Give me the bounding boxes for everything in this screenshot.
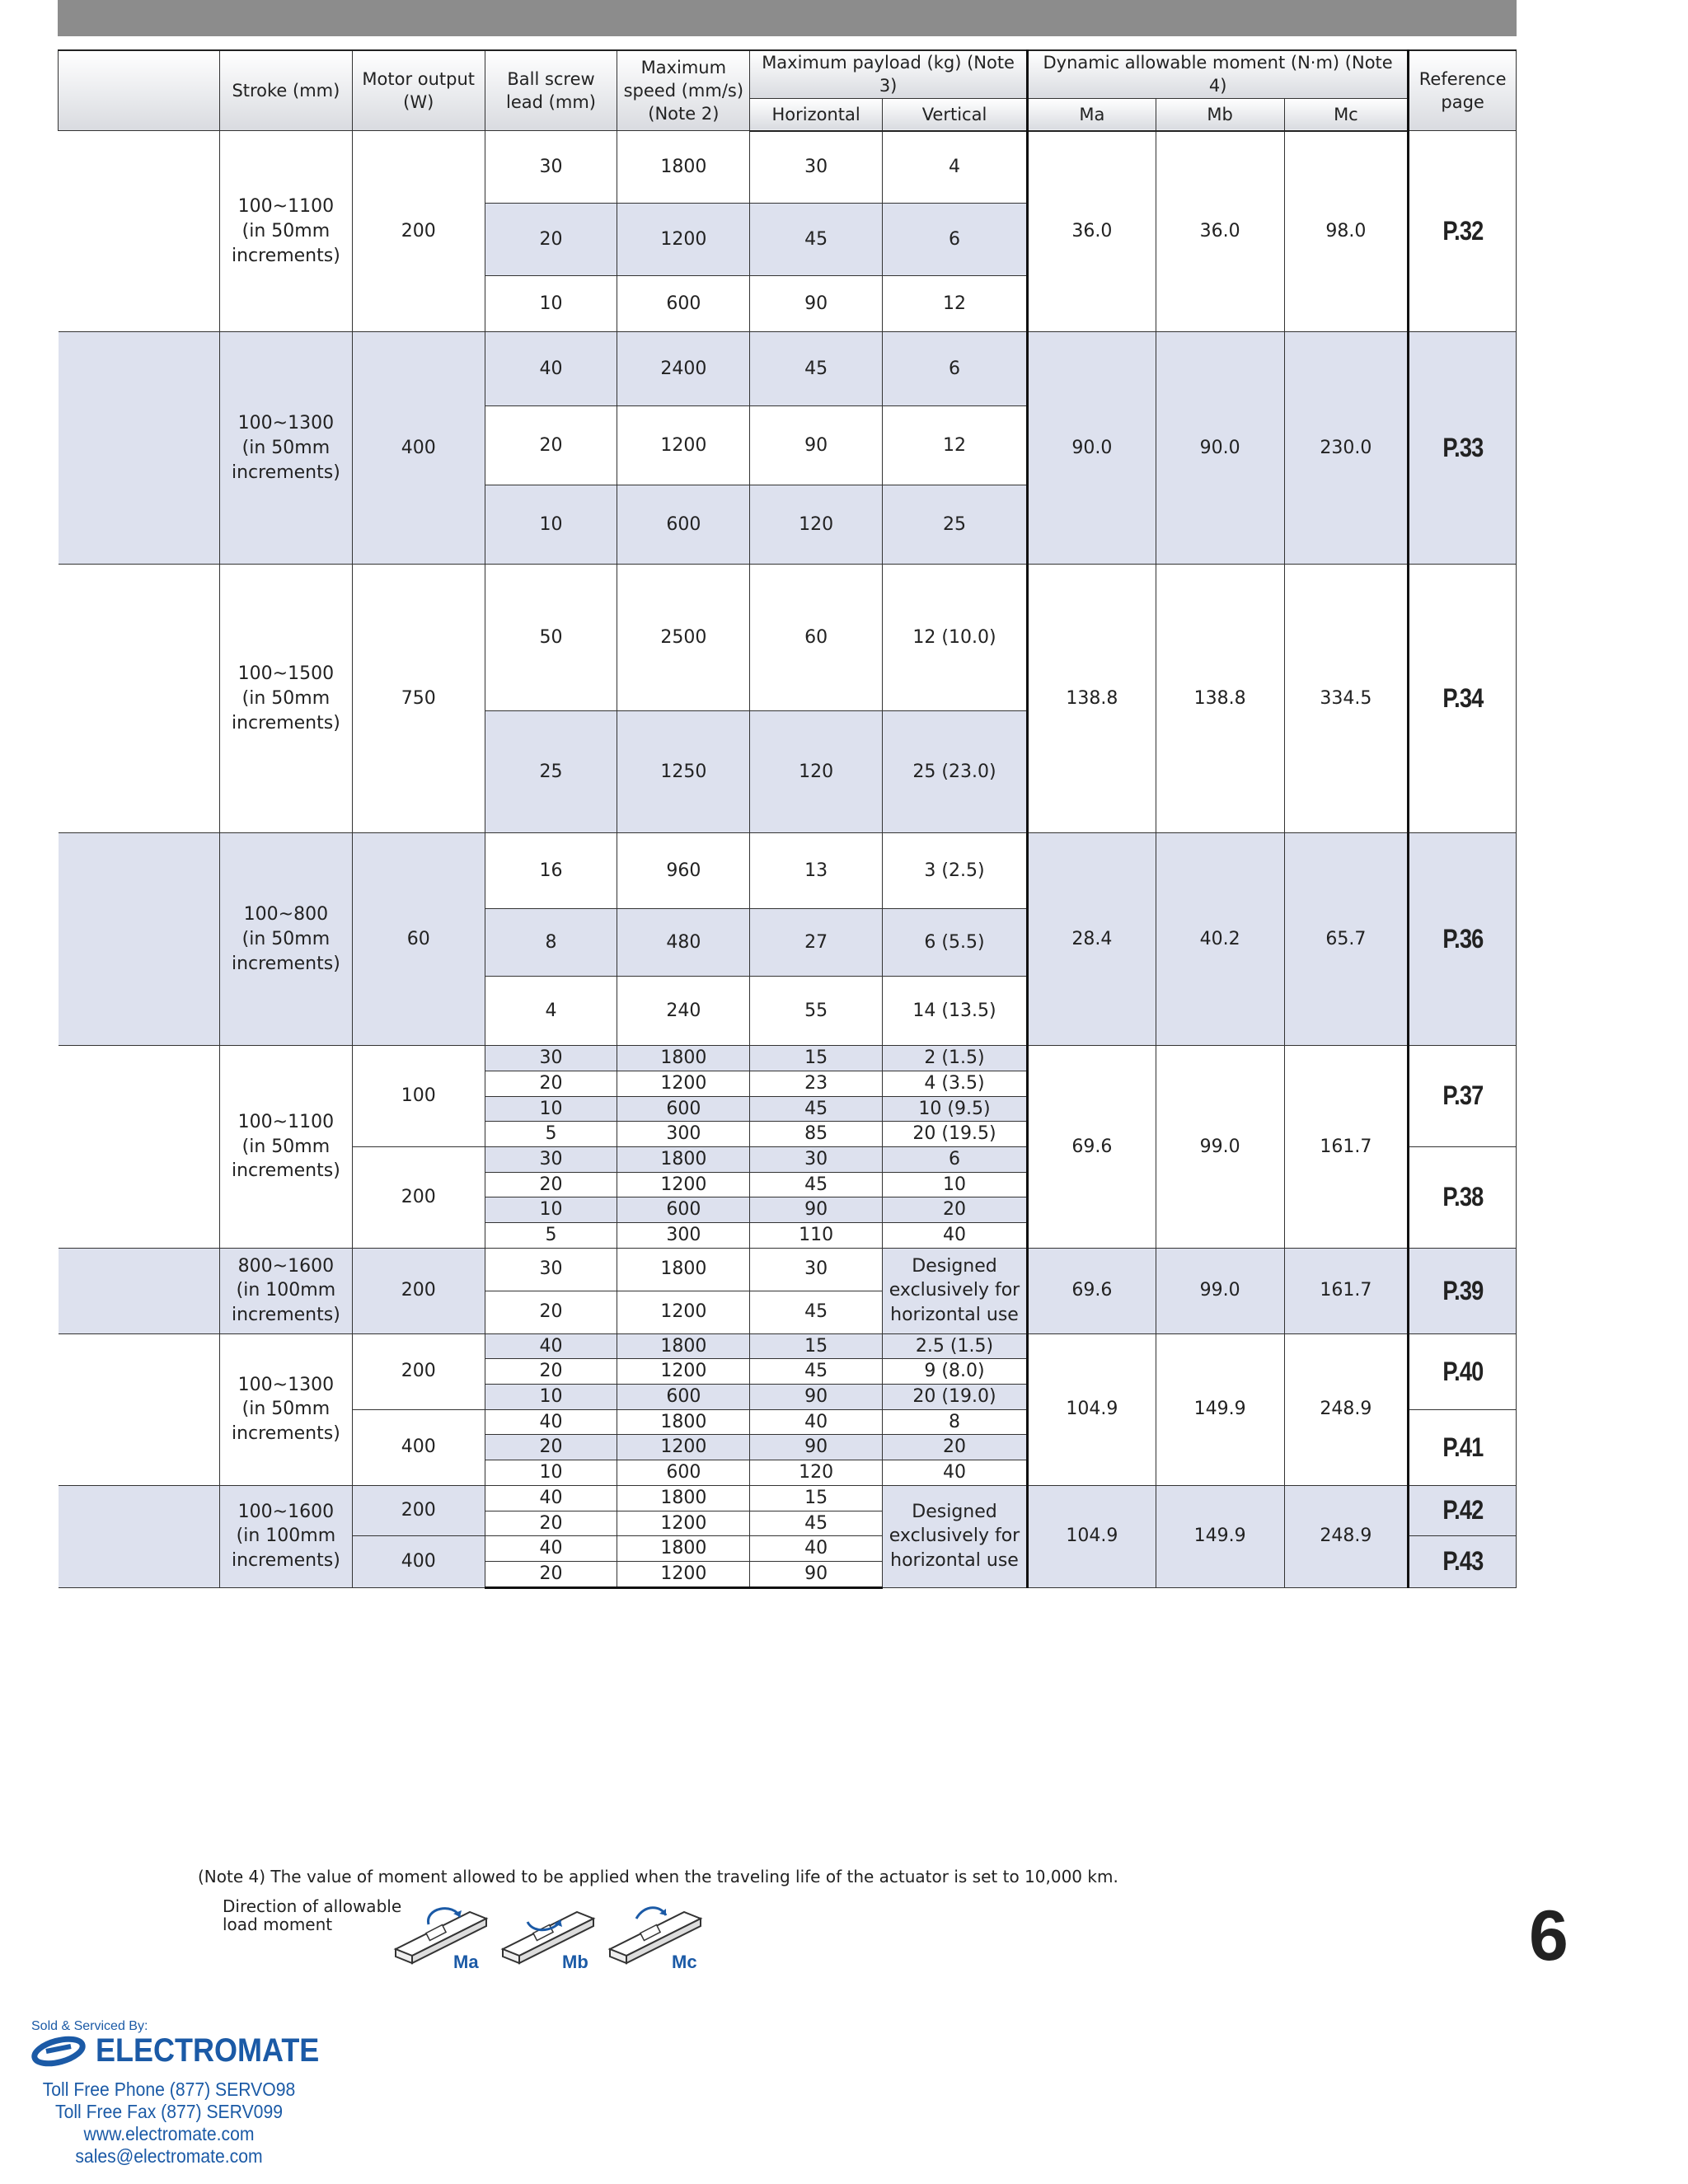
moment-mc-cell: 248.9 bbox=[1284, 1485, 1409, 1587]
vertical-cell: 12 bbox=[883, 276, 1028, 332]
reference-page-link[interactable]: P.34 bbox=[1442, 683, 1484, 714]
reference-page-cell bbox=[1409, 1248, 1517, 1333]
horizontal-cell: 90 bbox=[750, 1435, 883, 1460]
model-cell bbox=[59, 332, 220, 565]
model-cell bbox=[59, 1485, 220, 1587]
horizontal-cell: 120 bbox=[750, 1460, 883, 1486]
speed-cell: 1200 bbox=[617, 1291, 750, 1333]
lead-cell: 10 bbox=[485, 485, 617, 565]
horizontal-cell: 90 bbox=[750, 1385, 883, 1410]
direction-label bbox=[223, 1897, 404, 1933]
moment-mb-cell: 90.0 bbox=[1156, 332, 1284, 565]
vertical-cell: 4 bbox=[883, 131, 1028, 204]
vertical-cell: 40 bbox=[883, 1223, 1028, 1249]
motor-output-cell: 200 bbox=[352, 1146, 485, 1248]
reference-page-link[interactable]: P.33 bbox=[1442, 433, 1484, 463]
header-mc: Mc bbox=[1284, 98, 1409, 131]
table-row bbox=[59, 332, 1517, 406]
lead-cell: 20 bbox=[485, 406, 617, 485]
stroke-cell: 100~800 (in 50mm increments) bbox=[219, 833, 352, 1046]
page-number: 6 bbox=[1529, 1896, 1568, 1975]
lead-cell: 16 bbox=[485, 833, 617, 909]
motor-output-cell: 750 bbox=[352, 565, 485, 833]
vertical-cell: 9 (8.0) bbox=[883, 1359, 1028, 1385]
lead-cell: 20 bbox=[485, 1511, 617, 1536]
phone: Toll Free Phone (877) SERVO98 bbox=[42, 2079, 296, 2100]
reference-page-cell bbox=[1409, 1333, 1517, 1409]
speed-cell: 2500 bbox=[617, 565, 750, 711]
moment-mb-cell: 99.0 bbox=[1156, 1248, 1284, 1333]
reference-page-link[interactable]: P.40 bbox=[1442, 1356, 1484, 1386]
email-link[interactable]: sales@electromate.com bbox=[75, 2145, 263, 2167]
lead-cell: 20 bbox=[485, 1561, 617, 1587]
speed-cell: 600 bbox=[617, 1460, 750, 1486]
motor-output-cell: 60 bbox=[352, 833, 485, 1046]
speed-cell: 1200 bbox=[617, 1561, 750, 1587]
table-row bbox=[59, 833, 1517, 909]
motor-output-cell: 400 bbox=[352, 332, 485, 565]
lead-cell: 40 bbox=[485, 1536, 617, 1562]
table-row bbox=[59, 1485, 1517, 1511]
lead-cell: 5 bbox=[485, 1122, 617, 1147]
lead-cell: 40 bbox=[485, 332, 617, 406]
moment-ma-cell: 28.4 bbox=[1027, 833, 1156, 1046]
speed-cell: 1200 bbox=[617, 1435, 750, 1460]
lead-cell: 20 bbox=[485, 1435, 617, 1460]
lead-cell: 10 bbox=[485, 1385, 617, 1410]
reference-page-link[interactable]: P.39 bbox=[1442, 1275, 1484, 1305]
moment-ma-cell: 69.6 bbox=[1027, 1046, 1156, 1249]
header-vertical: Vertical bbox=[883, 98, 1028, 131]
brand-name: ELECTROMATE bbox=[96, 2032, 320, 2069]
moment-mc-cell: 230.0 bbox=[1284, 332, 1409, 565]
reference-page-cell bbox=[1409, 565, 1517, 833]
direction-label-text: Direction of allowable load moment bbox=[223, 1896, 402, 1934]
reference-page-cell bbox=[1409, 833, 1517, 1046]
lead-cell: 20 bbox=[485, 1172, 617, 1197]
vertical-cell: 20 bbox=[883, 1435, 1028, 1460]
fax: Toll Free Fax (877) SERV099 bbox=[55, 2101, 283, 2122]
speed-cell: 300 bbox=[617, 1122, 750, 1147]
sold-by-label: Sold & Serviced By: bbox=[31, 2019, 148, 2033]
website-link[interactable]: www.electromate.com bbox=[83, 2123, 255, 2144]
table-row bbox=[59, 565, 1517, 711]
moment-direction-diagram bbox=[387, 1887, 734, 1970]
moment-mc-cell: 161.7 bbox=[1284, 1248, 1409, 1333]
reference-page-link[interactable]: P.42 bbox=[1442, 1495, 1484, 1526]
horizontal-cell: 45 bbox=[750, 332, 883, 406]
reference-page-cell bbox=[1409, 332, 1517, 565]
header-payload: Maximum payload (kg) (Note 3) bbox=[750, 50, 1028, 98]
reference-page-cell bbox=[1409, 131, 1517, 332]
header-lead: Ball screw lead (mm) bbox=[485, 50, 617, 131]
speed-cell: 1800 bbox=[617, 1248, 750, 1291]
horizontal-cell: 15 bbox=[750, 1333, 883, 1359]
moment-mc-cell: 248.9 bbox=[1284, 1333, 1409, 1485]
header-speed: Maximum speed (mm/s) (Note 2) bbox=[617, 50, 750, 131]
moment-mb-cell: 149.9 bbox=[1156, 1485, 1284, 1587]
speed-cell: 1200 bbox=[617, 1071, 750, 1096]
speed-cell: 1200 bbox=[617, 1359, 750, 1385]
speed-cell: 1200 bbox=[617, 1511, 750, 1536]
stroke-cell: 100~1300 (in 50mm increments) bbox=[219, 332, 352, 565]
contact-block bbox=[25, 2079, 313, 2168]
vertical-cell: 10 (9.5) bbox=[883, 1096, 1028, 1122]
speed-cell: 600 bbox=[617, 1096, 750, 1122]
horizontal-cell: 45 bbox=[750, 1172, 883, 1197]
horizontal-cell: 15 bbox=[750, 1046, 883, 1071]
lead-cell: 50 bbox=[485, 565, 617, 711]
speed-cell: 1200 bbox=[617, 406, 750, 485]
header-moment: Dynamic allowable moment (N·m) (Note 4) bbox=[1027, 50, 1408, 98]
label-mc: Mc bbox=[672, 1952, 697, 1970]
stroke-cell: 800~1600 (in 100mm increments) bbox=[219, 1248, 352, 1333]
moment-ma-cell: 90.0 bbox=[1027, 332, 1156, 565]
vertical-cell: 8 bbox=[883, 1409, 1028, 1435]
lead-cell: 10 bbox=[485, 1096, 617, 1122]
horizontal-cell: 23 bbox=[750, 1071, 883, 1096]
lead-cell: 4 bbox=[485, 977, 617, 1046]
moment-ma-cell: 36.0 bbox=[1027, 131, 1156, 332]
lead-cell: 10 bbox=[485, 1197, 617, 1223]
horizontal-cell: 120 bbox=[750, 485, 883, 565]
horizontal-cell: 45 bbox=[750, 204, 883, 276]
horizontal-cell: 30 bbox=[750, 1248, 883, 1291]
header-ma: Ma bbox=[1027, 98, 1156, 131]
lead-cell: 10 bbox=[485, 1460, 617, 1486]
horizontal-cell: 45 bbox=[750, 1359, 883, 1385]
table-row bbox=[59, 1333, 1517, 1359]
reference-page-cell bbox=[1409, 1409, 1517, 1485]
reference-page-cell bbox=[1409, 1485, 1517, 1535]
speed-cell: 1200 bbox=[617, 204, 750, 276]
speed-cell: 1800 bbox=[617, 1146, 750, 1172]
vertical-cell: 12 (10.0) bbox=[883, 565, 1028, 711]
reference-page-link[interactable]: P.32 bbox=[1442, 216, 1484, 246]
header-model bbox=[59, 50, 220, 131]
moment-mb-cell: 149.9 bbox=[1156, 1333, 1284, 1485]
table-header bbox=[59, 50, 1517, 131]
speed-cell: 300 bbox=[617, 1223, 750, 1249]
stroke-cell: 100~1600 (in 100mm increments) bbox=[219, 1485, 352, 1587]
speed-cell: 960 bbox=[617, 833, 750, 909]
horizontal-cell: 30 bbox=[750, 131, 883, 204]
speed-cell: 1800 bbox=[617, 1485, 750, 1511]
horizontal-cell: 85 bbox=[750, 1122, 883, 1147]
lead-cell: 40 bbox=[485, 1485, 617, 1511]
horizontal-cell: 13 bbox=[750, 833, 883, 909]
horizontal-cell: 90 bbox=[750, 276, 883, 332]
vertical-cell: 6 bbox=[883, 1146, 1028, 1172]
label-mb: Mb bbox=[562, 1952, 588, 1970]
reference-page-link[interactable]: P.43 bbox=[1442, 1546, 1484, 1577]
vertical-cell: 10 bbox=[883, 1172, 1028, 1197]
table-row bbox=[59, 1248, 1517, 1291]
vertical-cell: 6 bbox=[883, 204, 1028, 276]
horizontal-cell: 90 bbox=[750, 1561, 883, 1587]
stroke-cell: 100~1300 (in 50mm increments) bbox=[219, 1333, 352, 1485]
reference-page-link[interactable]: P.41 bbox=[1442, 1432, 1484, 1462]
horizontal-cell: 45 bbox=[750, 1096, 883, 1122]
lead-cell: 10 bbox=[485, 276, 617, 332]
vertical-cell: 2.5 (1.5) bbox=[883, 1333, 1028, 1359]
lead-cell: 40 bbox=[485, 1333, 617, 1359]
lead-cell: 30 bbox=[485, 1146, 617, 1172]
vertical-cell: 20 (19.5) bbox=[883, 1122, 1028, 1147]
lead-cell: 20 bbox=[485, 204, 617, 276]
lead-cell: 20 bbox=[485, 1071, 617, 1096]
table-row bbox=[59, 1046, 1517, 1071]
motor-output-cell: 100 bbox=[352, 1046, 485, 1147]
speed-cell: 1800 bbox=[617, 1046, 750, 1071]
moment-mc-cell: 98.0 bbox=[1284, 131, 1409, 332]
moment-mb-cell: 99.0 bbox=[1156, 1046, 1284, 1249]
speed-cell: 600 bbox=[617, 1385, 750, 1410]
lead-cell: 30 bbox=[485, 1248, 617, 1291]
horizontal-cell: 120 bbox=[750, 711, 883, 833]
table-row bbox=[59, 131, 1517, 204]
moment-mc-cell: 334.5 bbox=[1284, 565, 1409, 833]
motor-output-cell: 200 bbox=[352, 1248, 485, 1333]
top-gray-bar bbox=[58, 0, 1517, 36]
lead-cell: 30 bbox=[485, 131, 617, 204]
reference-page-cell bbox=[1409, 1536, 1517, 1587]
reference-page-cell bbox=[1409, 1146, 1517, 1248]
speed-cell: 600 bbox=[617, 1197, 750, 1223]
lead-cell: 5 bbox=[485, 1223, 617, 1249]
horizontal-cell: 40 bbox=[750, 1536, 883, 1562]
model-cell bbox=[59, 131, 220, 332]
header-mb: Mb bbox=[1156, 98, 1284, 131]
speed-cell: 2400 bbox=[617, 332, 750, 406]
table-body bbox=[59, 131, 1517, 1587]
speed-cell: 240 bbox=[617, 977, 750, 1046]
model-cell bbox=[59, 833, 220, 1046]
vertical-cell: 12 bbox=[883, 406, 1028, 485]
speed-cell: 600 bbox=[617, 276, 750, 332]
vertical-cell: 20 bbox=[883, 1197, 1028, 1223]
reference-page-link[interactable]: P.38 bbox=[1442, 1182, 1484, 1212]
horizontal-cell: 60 bbox=[750, 565, 883, 711]
moment-ma-cell: 138.8 bbox=[1027, 565, 1156, 833]
header-ref: Reference page bbox=[1409, 50, 1517, 131]
electromate-logo bbox=[30, 2032, 344, 2069]
speed-cell: 1250 bbox=[617, 711, 750, 833]
vertical-cell: 20 (19.0) bbox=[883, 1385, 1028, 1410]
reference-page-link[interactable]: P.36 bbox=[1442, 924, 1484, 954]
moment-ma-cell: 104.9 bbox=[1027, 1333, 1156, 1485]
stroke-cell: 100~1100 (in 50mm increments) bbox=[219, 1046, 352, 1249]
horizontal-cell: 90 bbox=[750, 1197, 883, 1223]
label-ma: Ma bbox=[453, 1952, 479, 1970]
vertical-cell: 3 (2.5) bbox=[883, 833, 1028, 909]
speed-cell: 480 bbox=[617, 909, 750, 977]
speed-cell: 1800 bbox=[617, 131, 750, 204]
vertical-cell: 25 (23.0) bbox=[883, 711, 1028, 833]
header-horizontal: Horizontal bbox=[750, 98, 883, 131]
vertical-cell: 40 bbox=[883, 1460, 1028, 1486]
moment-mc-cell: 65.7 bbox=[1284, 833, 1409, 1046]
stroke-cell: 100~1500 (in 50mm increments) bbox=[219, 565, 352, 833]
vertical-cell: 2 (1.5) bbox=[883, 1046, 1028, 1071]
header-motor: Motor output (W) bbox=[352, 50, 485, 131]
vertical-cell: 6 (5.5) bbox=[883, 909, 1028, 977]
horizontal-cell: 55 bbox=[750, 977, 883, 1046]
moment-mb-cell: 36.0 bbox=[1156, 131, 1284, 332]
model-cell bbox=[59, 565, 220, 833]
vertical-cell: 14 (13.5) bbox=[883, 977, 1028, 1046]
vertical-payload-cell: Designed exclusively for horizontal use bbox=[883, 1248, 1028, 1333]
model-cell bbox=[59, 1248, 220, 1333]
lead-cell: 20 bbox=[485, 1359, 617, 1385]
electromate-swoosh-icon bbox=[30, 2035, 87, 2068]
model-cell bbox=[59, 1046, 220, 1249]
lead-cell: 40 bbox=[485, 1409, 617, 1435]
moment-mb-cell: 138.8 bbox=[1156, 565, 1284, 833]
note-4: (Note 4) The value of moment allowed to be applied when the traveling life of the actuator is set to 10,000 km. bbox=[198, 1867, 1118, 1886]
stroke-cell: 100~1100 (in 50mm increments) bbox=[219, 131, 352, 332]
model-cell bbox=[59, 1333, 220, 1485]
moment-ma-cell: 69.6 bbox=[1027, 1248, 1156, 1333]
vertical-cell: 6 bbox=[883, 332, 1028, 406]
vertical-payload-cell: Designed exclusively for horizontal use bbox=[883, 1485, 1028, 1587]
lead-cell: 25 bbox=[485, 711, 617, 833]
vertical-cell: 4 (3.5) bbox=[883, 1071, 1028, 1096]
horizontal-cell: 45 bbox=[750, 1291, 883, 1333]
horizontal-cell: 40 bbox=[750, 1409, 883, 1435]
speed-cell: 1200 bbox=[617, 1172, 750, 1197]
horizontal-cell: 110 bbox=[750, 1223, 883, 1249]
speed-cell: 1800 bbox=[617, 1409, 750, 1435]
lead-cell: 8 bbox=[485, 909, 617, 977]
speed-cell: 600 bbox=[617, 485, 750, 565]
vertical-cell: 25 bbox=[883, 485, 1028, 565]
reference-page-cell bbox=[1409, 1046, 1517, 1147]
motor-output-cell: 200 bbox=[352, 1485, 485, 1535]
horizontal-cell: 45 bbox=[750, 1511, 883, 1536]
moment-ma-cell: 104.9 bbox=[1027, 1485, 1156, 1587]
horizontal-cell: 90 bbox=[750, 406, 883, 485]
motor-output-cell: 200 bbox=[352, 1333, 485, 1409]
lead-cell: 20 bbox=[485, 1291, 617, 1333]
horizontal-cell: 27 bbox=[750, 909, 883, 977]
speed-cell: 1800 bbox=[617, 1333, 750, 1359]
speed-cell: 1800 bbox=[617, 1536, 750, 1562]
horizontal-cell: 30 bbox=[750, 1146, 883, 1172]
header-stroke: Stroke (mm) bbox=[219, 50, 352, 131]
motor-output-cell: 200 bbox=[352, 131, 485, 332]
motor-output-cell: 400 bbox=[352, 1536, 485, 1587]
horizontal-cell: 15 bbox=[750, 1485, 883, 1511]
lead-cell: 30 bbox=[485, 1046, 617, 1071]
moment-mc-cell: 161.7 bbox=[1284, 1046, 1409, 1249]
spec-table bbox=[58, 49, 1517, 1589]
reference-page-link[interactable]: P.37 bbox=[1442, 1080, 1484, 1111]
moment-mb-cell: 40.2 bbox=[1156, 833, 1284, 1046]
motor-output-cell: 400 bbox=[352, 1409, 485, 1485]
